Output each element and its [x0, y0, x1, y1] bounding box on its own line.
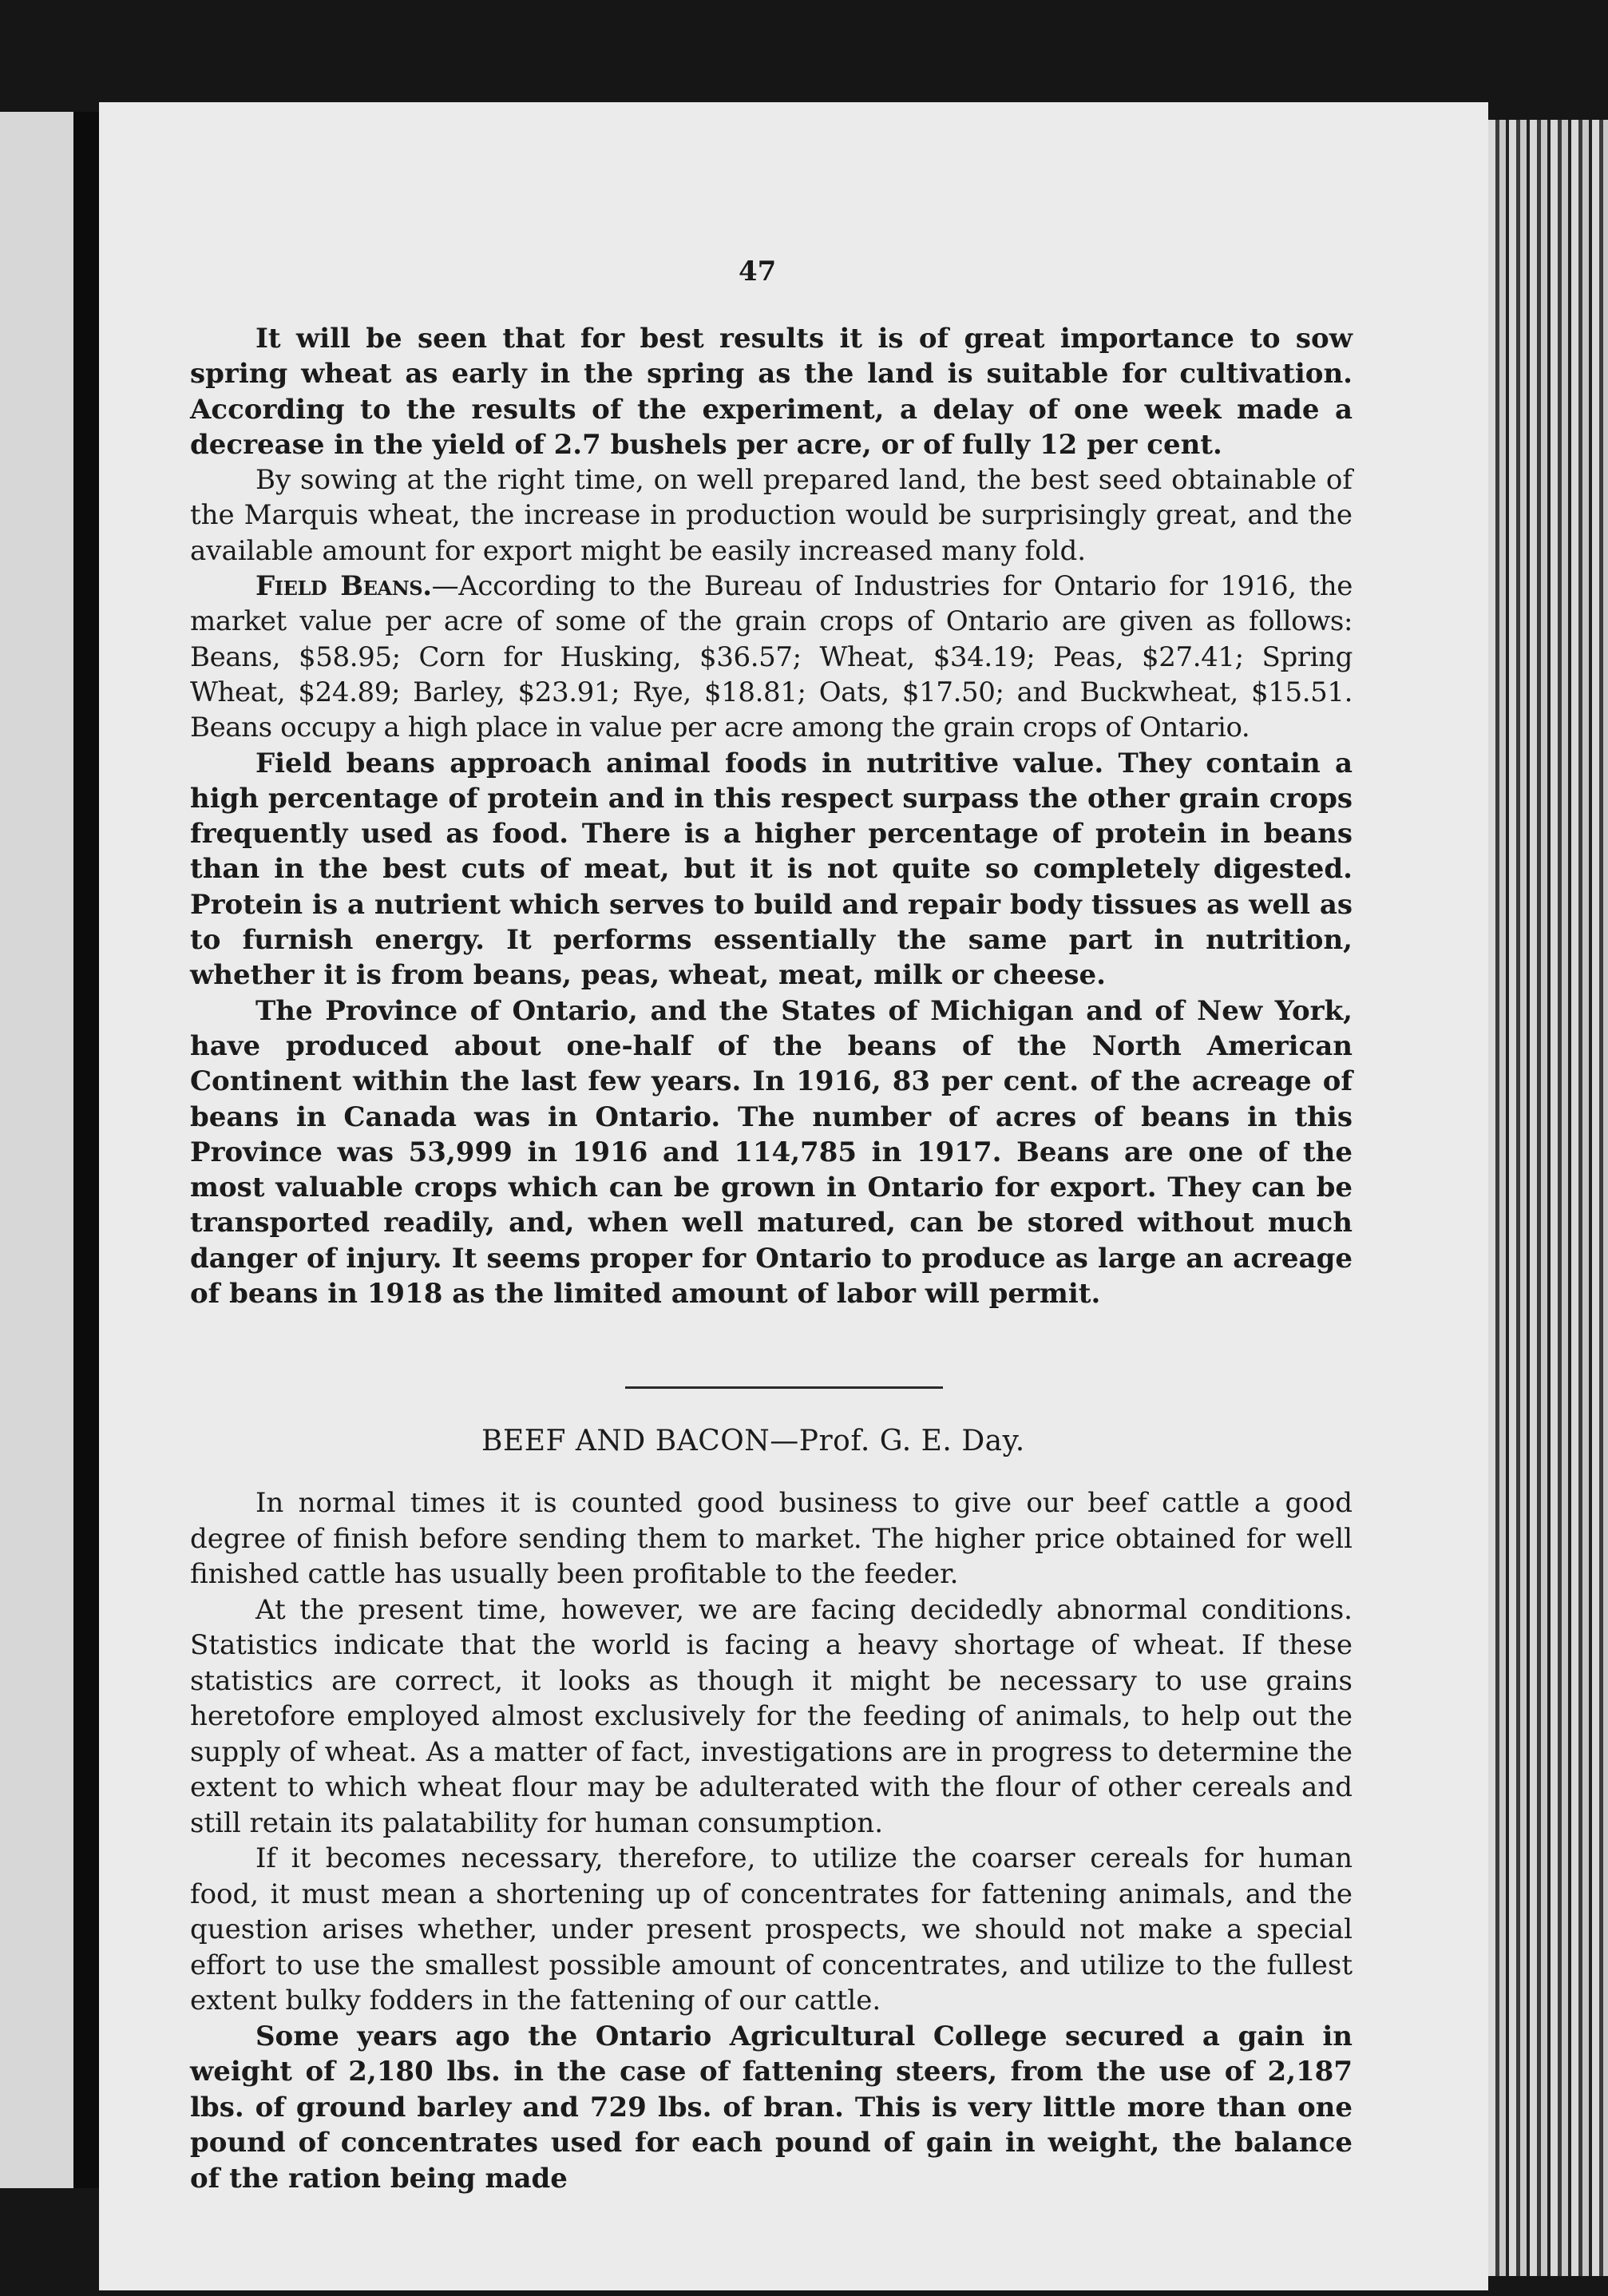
- paragraph-normal-times: In normal times it is counted good business to give our beef cattle a good degree of finish before sending them to market. The higher price obtained for well finished cattle has usually been profitable to the feeder.: [190, 1487, 1353, 1590]
- paragraph-field-beans-values: [190, 569, 1353, 745]
- binding-shadow: [73, 112, 99, 2188]
- page-stack-edge: [1488, 120, 1608, 2276]
- paragraph-oac-steers: Some years ago the Ontario Agricultural College secured a gain in weight of 2,180 lbs. in the case of fattening steers, from the use of 2,187 lbs. of ground barley and 729 lbs. of bran. This is very little more than one pound of concentrates used for each pound of gain in weight, the balance of the ration being made: [190, 2020, 1353, 2195]
- section-heading-beef-bacon: BEEF AND BACON—Prof. G. E. Day.: [481, 1425, 1025, 1457]
- paragraph-marquis-wheat: By sowing at the right time, on well prepared land, the best seed obtainable of the Marquis wheat, the increase in production would be surprisingly great, and the available amount for export might be easily increased many fold.: [190, 464, 1353, 567]
- section-beef-bacon: [190, 1485, 1353, 2196]
- paragraph-bean-nutrition: Field beans approach animal foods in nutritive value. They contain a high percentage of protein and in this respect surpass the other grain crops frequently used as food. There is a higher percentage of protein in beans than in the best cuts of meat, but it is not quite so completely digested. Protein is a nutrient which serves to build and repair body tissues as well as to furnish energy. It performs essentially the same part in nutrition, whether it is from beans, peas, wheat, meat, milk or cheese.: [190, 747, 1353, 992]
- section-wheat-beans: [190, 321, 1353, 1311]
- section-divider: [625, 1386, 943, 1389]
- paragraph-abnormal-conditions: At the present time, however, we are facing decidedly abnormal conditions. Statistics indicate that the world is facing a heavy shortage of wheat. If these statistics are correct, it looks as though it might be necessary to use grains heretofore employed almost exclusively for the feeding of animals, to help out the supply of wheat. As a matter of fact, investigations are in progress to determine the extent to which wheat flour may be adulterated with the flour of other cereals and still retain its palatability for human consumption.: [190, 1593, 1353, 1839]
- paragraph-spring-wheat: It will be seen that for best results it is of great importance to sow spring wheat as early in the spring as the land is suitable for cultivation. According to the results of the experiment, a delay of one week made a decrease in the yield of 2.7 bushels per acre, or of fully 12 per cent.: [190, 323, 1353, 461]
- paragraph-coarser-cereals: If it becomes necessary, therefore, to utilize the coarser cereals for human food, it must mean a shortening up of concentrates for fattening animals, and the question arises whether, under present prospects, we should not make a special effort to use the smallest possible amount of concentrates, and utilize to the fullest extent bulky fodders in the fattening of our cattle.: [190, 1842, 1353, 2016]
- facing-page-edge: [0, 112, 73, 2188]
- field-beans-lead: Field Beans.: [255, 570, 432, 603]
- field-beans-body: —According to the Bureau of Industries for Ontario for 1916, the market value per acre of some of the grain crops of Ontario are given as follows: Beans, $58.95; Corn for Husking, $36.57; Wheat, $34.19; Peas, $27.41; Spring Wheat, $24.89; Barley, $23.91; Rye, $18.81; Oats, $17.50; and Buckwheat, $15.51. Beans occupy a high place in value per acre among the grain crops of Ontario.: [190, 570, 1353, 744]
- paragraph-bean-production: The Province of Ontario, and the States of Michigan and of New York, have produced about one-half of the beans of the North American Continent within the last few years. In 1916, 83 per cent. of the acreage of beans in Canada was in Ontario. The number of acres of beans in this Province was 53,999 in 1916 and 114,785 in 1917. Beans are one of the most valuable crops which can be grown in Ontario for export. They can be transported readily, and, when well matured, can be stored without much danger of injury. It seems proper for Ontario to produce as large an acreage of beans in 1918 as the limited amount of labor will permit.: [190, 994, 1353, 1311]
- page-number: 47: [739, 256, 777, 287]
